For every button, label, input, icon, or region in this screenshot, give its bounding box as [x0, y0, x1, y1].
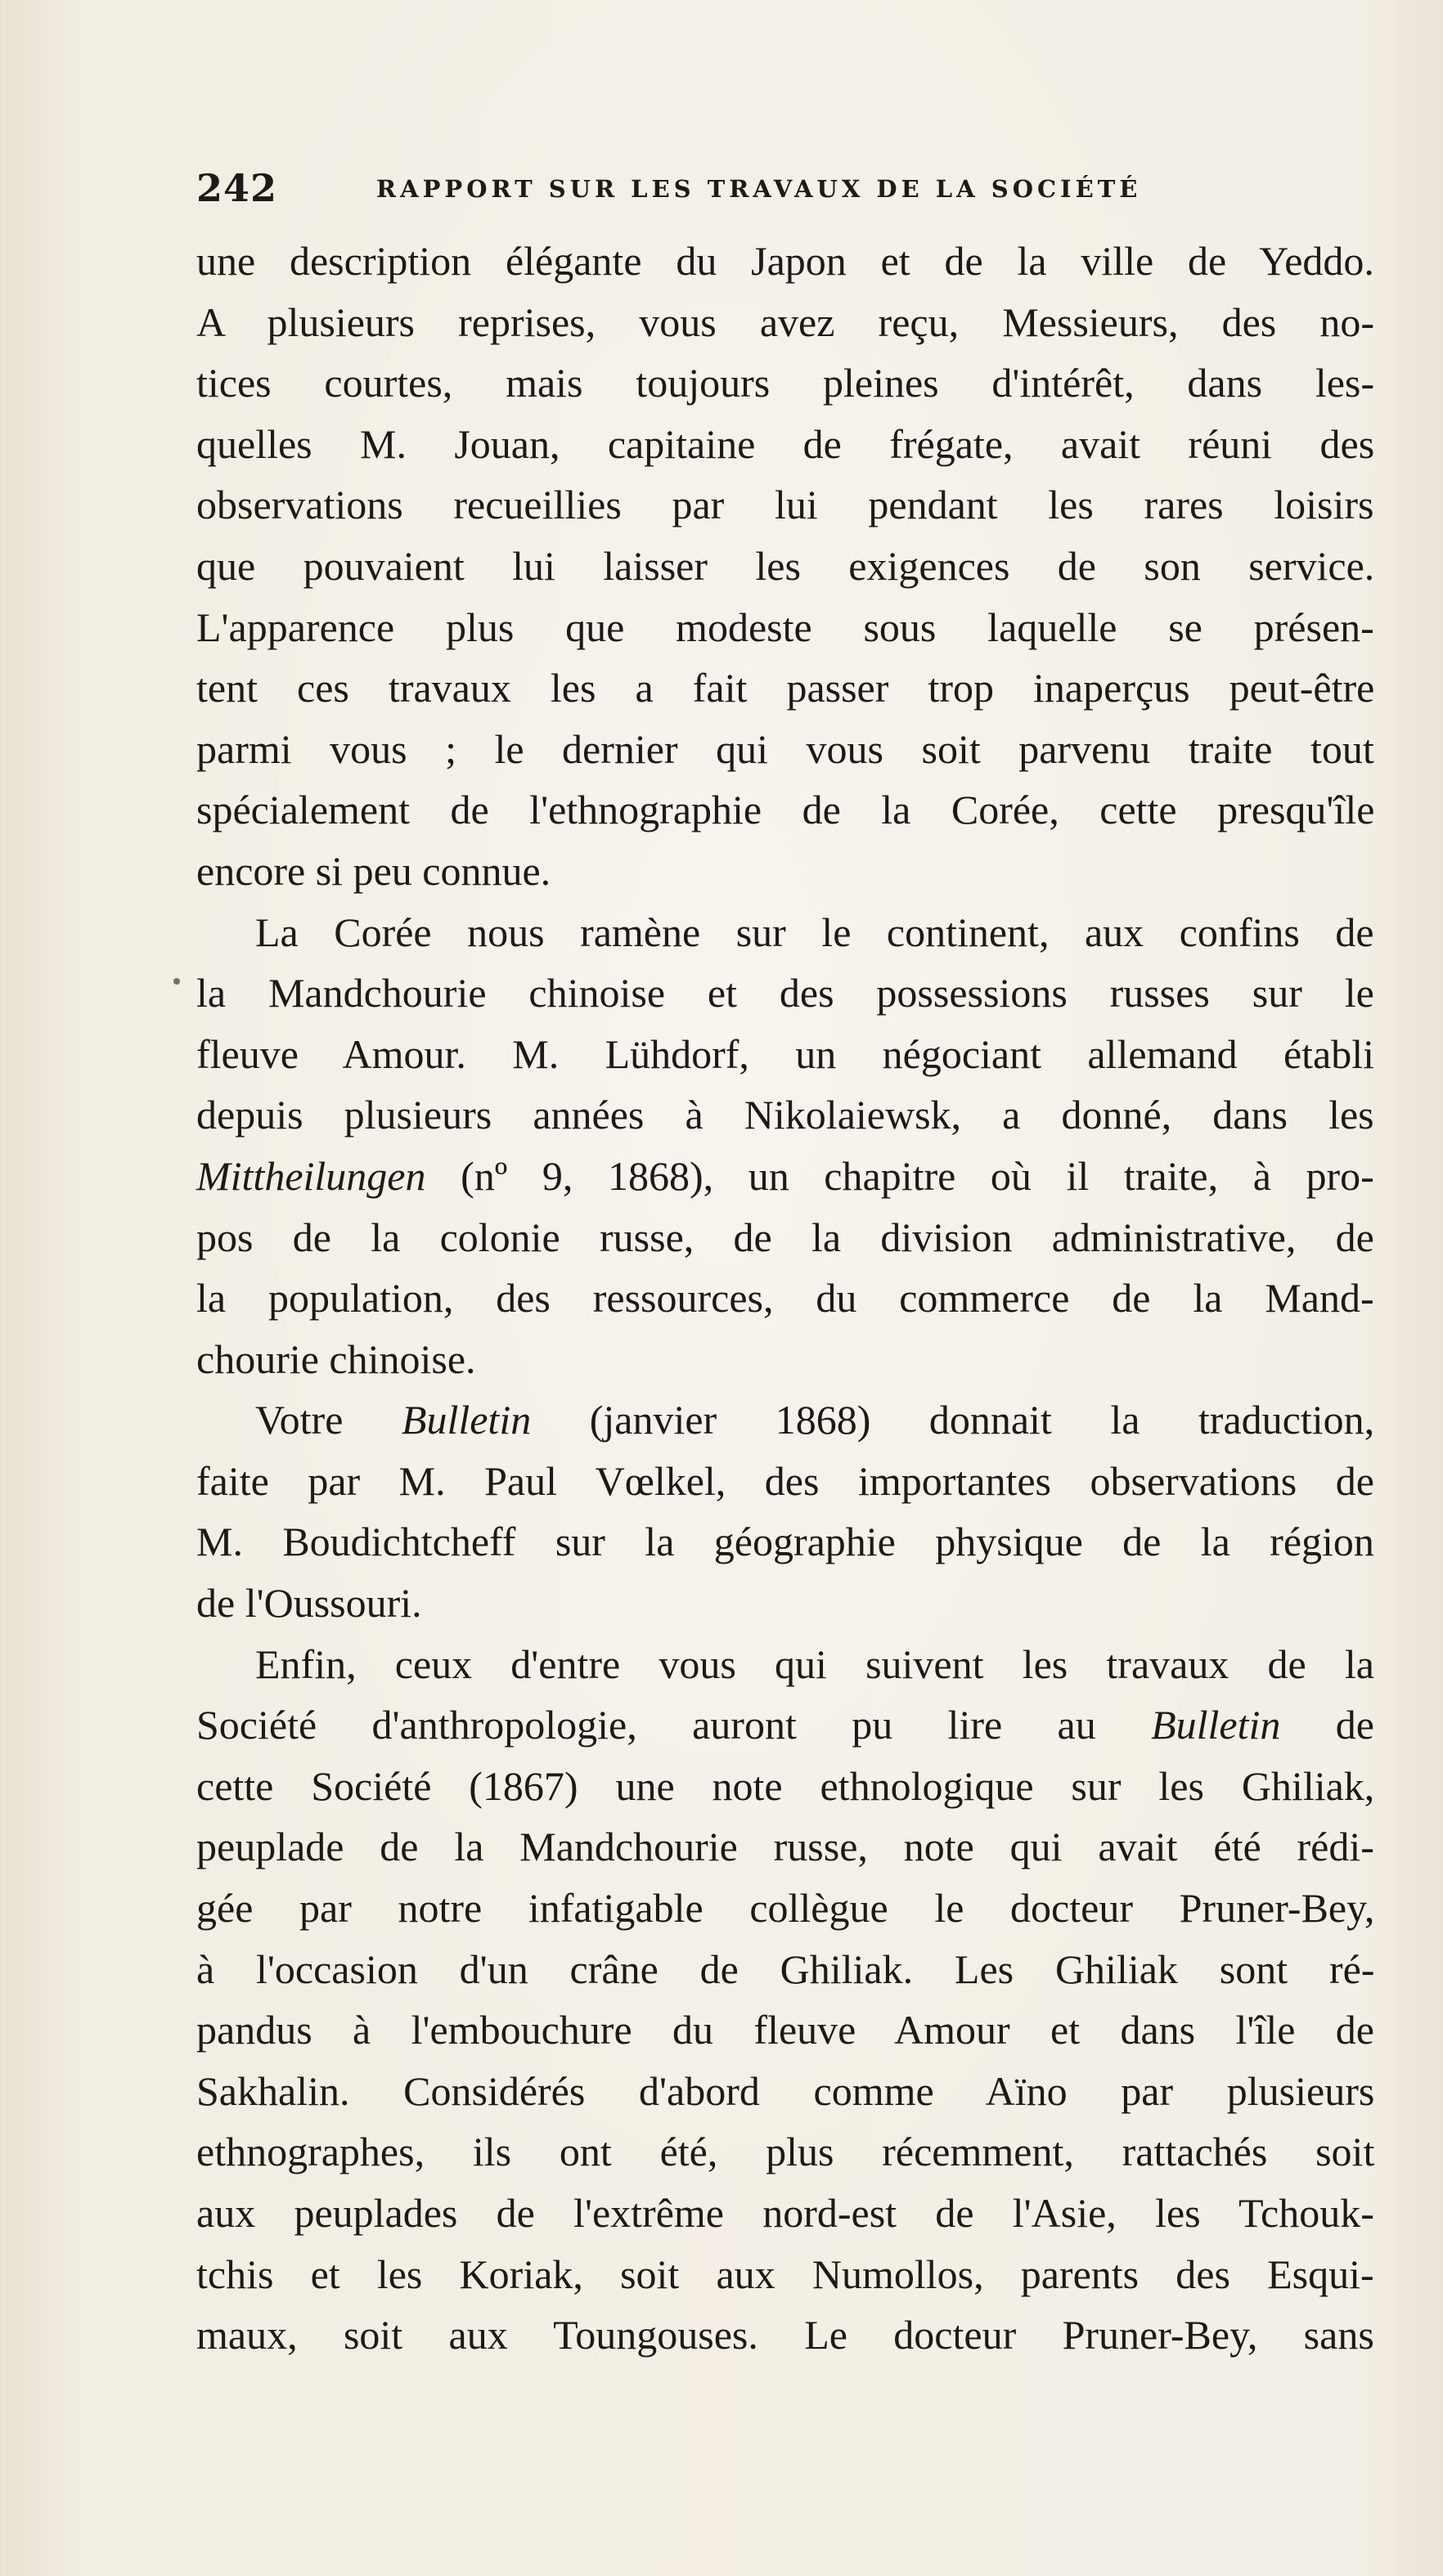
text-line: que pouvaient lui laisser les exigences de son service. [196, 542, 1375, 589]
text-line: Mittheilungen (nº 9, 1868), un chapitre où il traite, à pro- [196, 1152, 1374, 1199]
text-line: faite par M. Paul Vœlkel, des importantes observations de [196, 1457, 1374, 1504]
text-line: Enfin, ceux d'entre vous qui suivent les travaux de la [255, 1640, 1374, 1687]
text-line: Votre Bulletin (janvier 1868) donnait la traduction, [255, 1397, 1375, 1443]
text-line: tent ces travaux les a fait passer trop inaperçus peut-être [196, 665, 1375, 711]
text-line: pos de la colonie russe, de la division administrative, de [196, 1214, 1374, 1260]
running-title: RAPPORT SUR LES TRAVAUX DE LA SOCIÉTÉ [376, 175, 1142, 203]
text-line: M. Boudichtcheff sur la géographie physique de la région [196, 1519, 1374, 1565]
text-line: maux, soit aux Toungouses. Le docteur Pruner-Bey, sans [196, 2312, 1374, 2358]
text-line: ethnographes, ils ont été, plus récemment, rattachés soit [196, 2129, 1375, 2175]
text-line: la Mandchourie chinoise et des possessions russes sur le [196, 970, 1374, 1016]
italic-title: Mittheilungen [196, 1152, 426, 1199]
text-line: L'apparence plus que modeste sous laquelle se présen- [196, 604, 1374, 650]
text-line: Sakhalin. Considérés d'abord comme Aïno par plusieurs [196, 2067, 1375, 2114]
text-line: pandus à l'embouchure du fleuve Amour et dans l'île de [196, 2007, 1374, 2053]
text-line: A plusieurs reprises, vous avez reçu, Messieurs, des no- [196, 298, 1375, 345]
text-line: quelles M. Jouan, capitaine de frégate, avait réuni des [196, 420, 1375, 467]
text-line: chourie chinoise. [196, 1335, 476, 1382]
text-line: spécialement de l'ethnographie de la Corée, cette presqu'île [196, 787, 1375, 833]
text-line: cette Société (1867) une note ethnologique sur les Ghiliak, [196, 1762, 1375, 1809]
text-line: fleuve Amour. M. Lühdorf, un négociant allemand établi [196, 1030, 1375, 1077]
text-line: parmi vous ; le dernier qui vous soit parvenu traite tout [196, 725, 1374, 772]
text-line: aux peuplades de l'extrême nord-est de l'Asie, les Tchouk- [196, 2190, 1374, 2236]
text-line: peuplade de la Mandchourie russe, note qui avait été rédi- [196, 1824, 1374, 1870]
text-line: de l'Oussouri. [196, 1580, 422, 1627]
italic-title: Bulletin [401, 1397, 532, 1443]
text-line: tices courtes, mais toujours pleines d'intérêt, dans les- [196, 360, 1375, 406]
margin-mark [173, 978, 180, 985]
text-line: gée par notre infatigable collègue le docteur Pruner-Bey, [196, 1885, 1375, 1932]
text-line: une description élégante du Japon et de la ville de Yeddo. [196, 238, 1374, 284]
text-line: depuis plusieurs années à Nikolaiewsk, a donné, dans les [196, 1092, 1374, 1138]
text-line: Société d'anthropologie, auront pu lire au Bulletin de [196, 1702, 1374, 1748]
text-line: à l'occasion d'un crâne de Ghiliak. Les Ghiliak sont ré- [196, 1945, 1375, 1992]
text-line: la population, des ressources, du commerce de la Mand- [196, 1275, 1374, 1322]
text-line: tchis et les Koriak, soit aux Numollos, parents des Esqui- [196, 2251, 1374, 2297]
text-line: observations recueillies par lui pendant les rares loisirs [196, 482, 1374, 528]
page-number: 242 [196, 166, 278, 210]
text-line: La Corée nous ramène sur le continent, aux confins de [255, 909, 1374, 955]
text-line: encore si peu connue. [196, 847, 551, 894]
body-text [196, 231, 1374, 2366]
page-header [196, 164, 1227, 213]
italic-title: Bulletin [1151, 1702, 1281, 1748]
